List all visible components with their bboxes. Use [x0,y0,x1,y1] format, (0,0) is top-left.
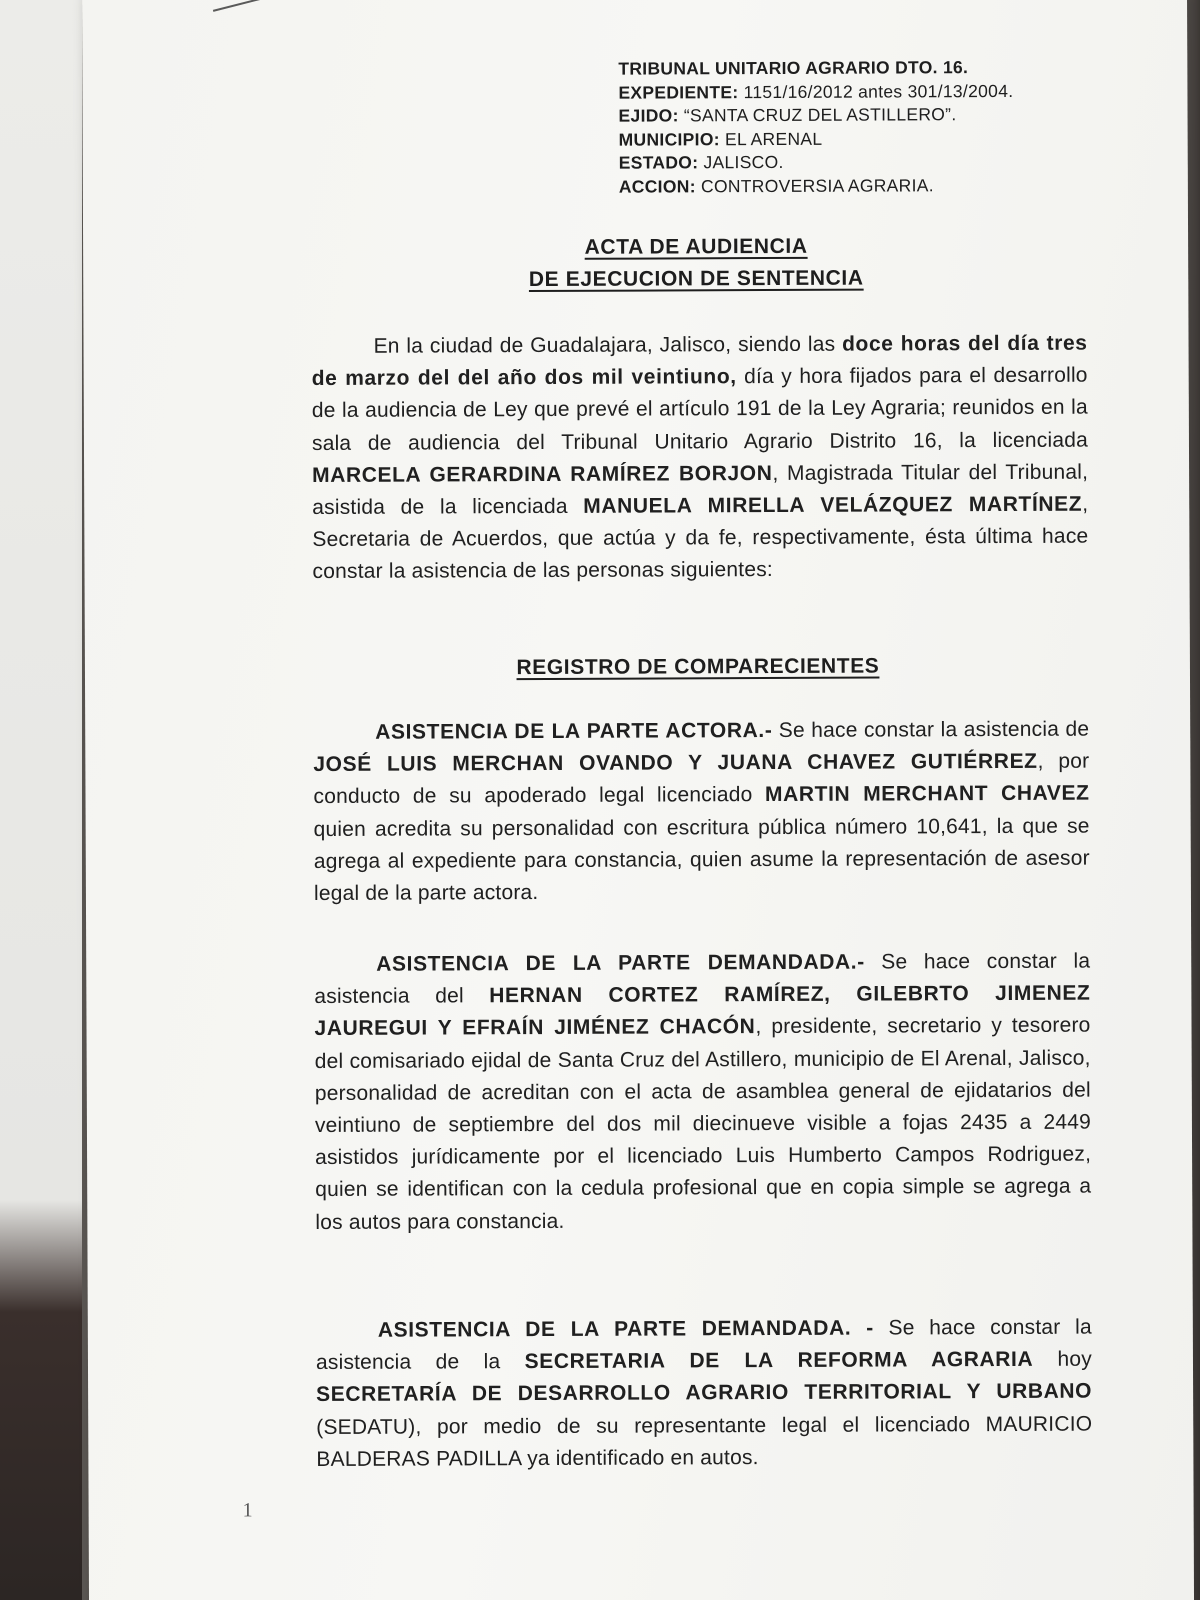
header-accion: ACCION: CONTROVERSIA AGRARIA. [618,174,934,197]
document-title-line-2: DE EJECUCION DE SENTENCIA [528,266,864,292]
paragraph-parte-demandada-sedatu: ASISTENCIA DE LA PARTE DEMANDADA. - Se hace constar la asistencia de la SECRETARIA DE LA REFORMA AGRARIA hoy SECRETARÍA DE DESARROLLO AGRARIO TERRITORIAL Y URBANO (SEDATU), por medio de su representante legal el licenciado MAURICIO BALDERAS PADILLA ya identificado en autos. [315,1315,1093,1471]
section-title-registro: REGISTRO DE COMPARECIENTES [516,654,880,680]
paragraph-opening: En la ciudad de Guadalajara, Jalisco, siendo las doce horas del día tres de marzo del del año dos mil veintiuno, día y hora fijados para el desarrollo de la audiencia de Ley que prevé el artículo 191 de la Ley Agraria; reunidos en la sala de audiencia del Tribunal Unitario Agrario Distrito 16, la licenciada MARCELA GERARDINA RAMÍREZ BORJON, Magistrada Titular del Tribunal, asistida de la licenciada MANUELA MIRELLA VELÁZQUEZ MARTÍNEZ, Secretaria de Acuerdos, que actúa y da fe, respectivamente, ésta última hace constar la asistencia de las personas siguientes: [311,331,1089,584]
header-ejido: EJIDO: “SANTA CRUZ DEL ASTILLERO”. [618,104,957,126]
pen-stroke-mark [213,0,281,12]
paragraph-parte-actora: ASISTENCIA DE LA PARTE ACTORA.- Se hace constar la asistencia de JOSÉ LUIS MERCHAN OVANDO Y JUANA CHAVEZ GUTIÉRREZ, por conducto de su apoderado legal licenciado MARTIN MERCHANT CHAVEZ quien acredita su personalidad con escritura pública número 10,641, la que se agrega al expediente para constancia, quien asume la representación de asesor legal de la parte actora. [313,717,1090,906]
header-estado: ESTADO: JALISCO. [618,151,784,173]
header-tribunal: TRIBUNAL UNITARIO AGRARIO DTO. 16. [618,57,969,79]
document-page [82,0,1194,1600]
background-left-strip [0,0,82,1600]
document-title-line-1: ACTA DE AUDIENCIA [584,234,808,259]
page-number: 1 [242,1499,253,1522]
paragraph-parte-demandada-ejido: ASISTENCIA DE LA PARTE DEMANDADA.- Se hace constar la asistencia del HERNAN CORTEZ RAMÍREZ, GILEBRTO JIMENEZ JAUREGUI Y EFRAÍN JIMÉNEZ CHACÓN, presidente, secretario y tesorero del comisariado ejidal de Santa Cruz del Astillero, municipio de El Arenal, Jalisco, personalidad de acreditan con el acta de asamblea general de ejidatarios del veintiuno de septiembre del dos mil diecinueve visible a fojas 2435 a 2449 asistidos jurídicamente por el licenciado Luis Humberto Campos Rodriguez, quien se identifican con la cedula profesional que en copia simple se agrega a los autos para constancia. [314,949,1092,1234]
header-expediente: EXPEDIENTE: 1151/16/2012 antes 301/13/2004. [618,80,1014,103]
header-municipio: MUNICIPIO: EL ARENAL [618,128,823,150]
case-header [618,56,1014,199]
